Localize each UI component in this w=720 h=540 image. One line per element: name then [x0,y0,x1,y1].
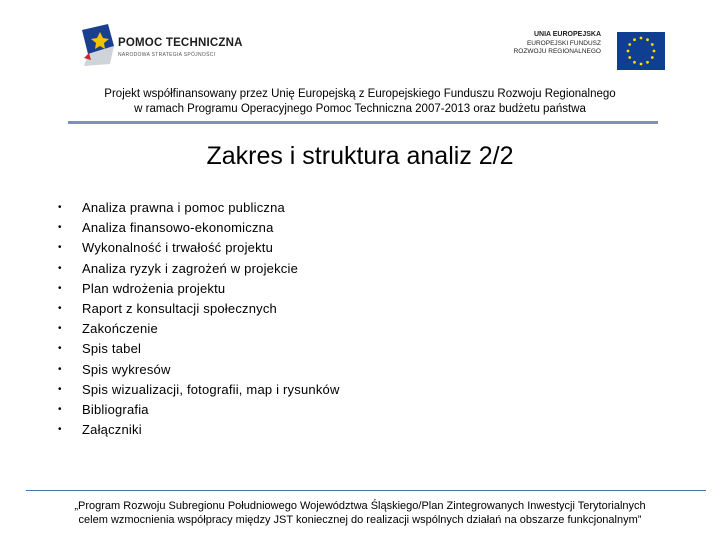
bullet-text: Analiza ryzyk i zagrożeń w projekcie [82,260,299,276]
bullet-marker: • [58,262,62,274]
bullet-marker: • [58,424,62,436]
slide-title: Zakres i struktura analiz 2/2 [206,142,514,170]
bullet-text: Analiza finansowo-ekonomiczna [82,220,274,236]
bullet-text: Wykonalność i trwałość projektu [82,240,274,256]
bullet-marker: • [58,282,62,294]
bullet-marker: • [58,242,62,254]
funding-statement [0,87,720,116]
bullet-marker: • [58,383,62,395]
eu-funds-logo-icon [80,24,116,66]
bullet-text: Załączniki [82,422,142,438]
footer-program-note [0,499,720,527]
bullet-marker: • [58,363,62,375]
bullet-text: Spis wizualizacji, fotografii, map i rysunków [82,381,340,397]
bullet-text: Zakończenie [82,321,158,337]
logo-title: POMOC TECHNICZNA [118,37,243,49]
eu-logo-line3: ROZWOJU REGIONALNEGO [513,48,601,55]
footer-line-1: „Program Rozwoju Subregionu Południowego Województwa Śląskiego/Plan Zintegrowanych Inwestycji Terytorialnych [74,500,646,512]
bullet-text: Bibliografia [82,401,149,417]
eu-logo [505,30,665,72]
bullet-text: Plan wdrożenia projektu [82,280,226,296]
bullet-marker: • [58,222,62,234]
bullet-text: Spis wykresów [82,361,171,377]
bullet-marker: • [58,323,62,335]
header-divider [68,121,658,124]
eu-logo-text [514,31,601,57]
bullet-text: Raport z konsultacji społecznych [82,300,277,316]
bullet-marker: • [58,403,62,415]
bullet-marker: • [58,302,62,314]
bullet-marker: • [58,343,62,355]
logo-subtitle: NARODOWA STRATEGIA SPÓJNOŚCI [118,52,216,58]
footer-divider [26,490,706,491]
bullet-marker: • [58,202,62,213]
eu-flag-icon [617,32,665,70]
eu-logo-line1: UNIA EUROPEJSKA [533,31,601,38]
funding-line-1: Projekt współfinansowany przez Unię Europejską z Europejskiego Funduszu Rozwoju Regionalnego [104,88,616,100]
eu-logo-line2: EUROPEJSKI FUNDUSZ [526,39,601,47]
bullet-text: Spis tabel [82,341,142,357]
funding-line-2: w ramach Programu Operacyjnego Pomoc Techniczna 2007-2013 oraz budżetu państwa [134,102,586,115]
pomoc-techniczna-logo [80,24,250,66]
footer-line-2: celem wzmocnienia współpracy między JST koniecznej do realizacji wspólnych działań na obszarze funkcjonalnym” [78,514,642,526]
bullet-text: Analiza prawna i pomoc publiczna [82,200,285,215]
